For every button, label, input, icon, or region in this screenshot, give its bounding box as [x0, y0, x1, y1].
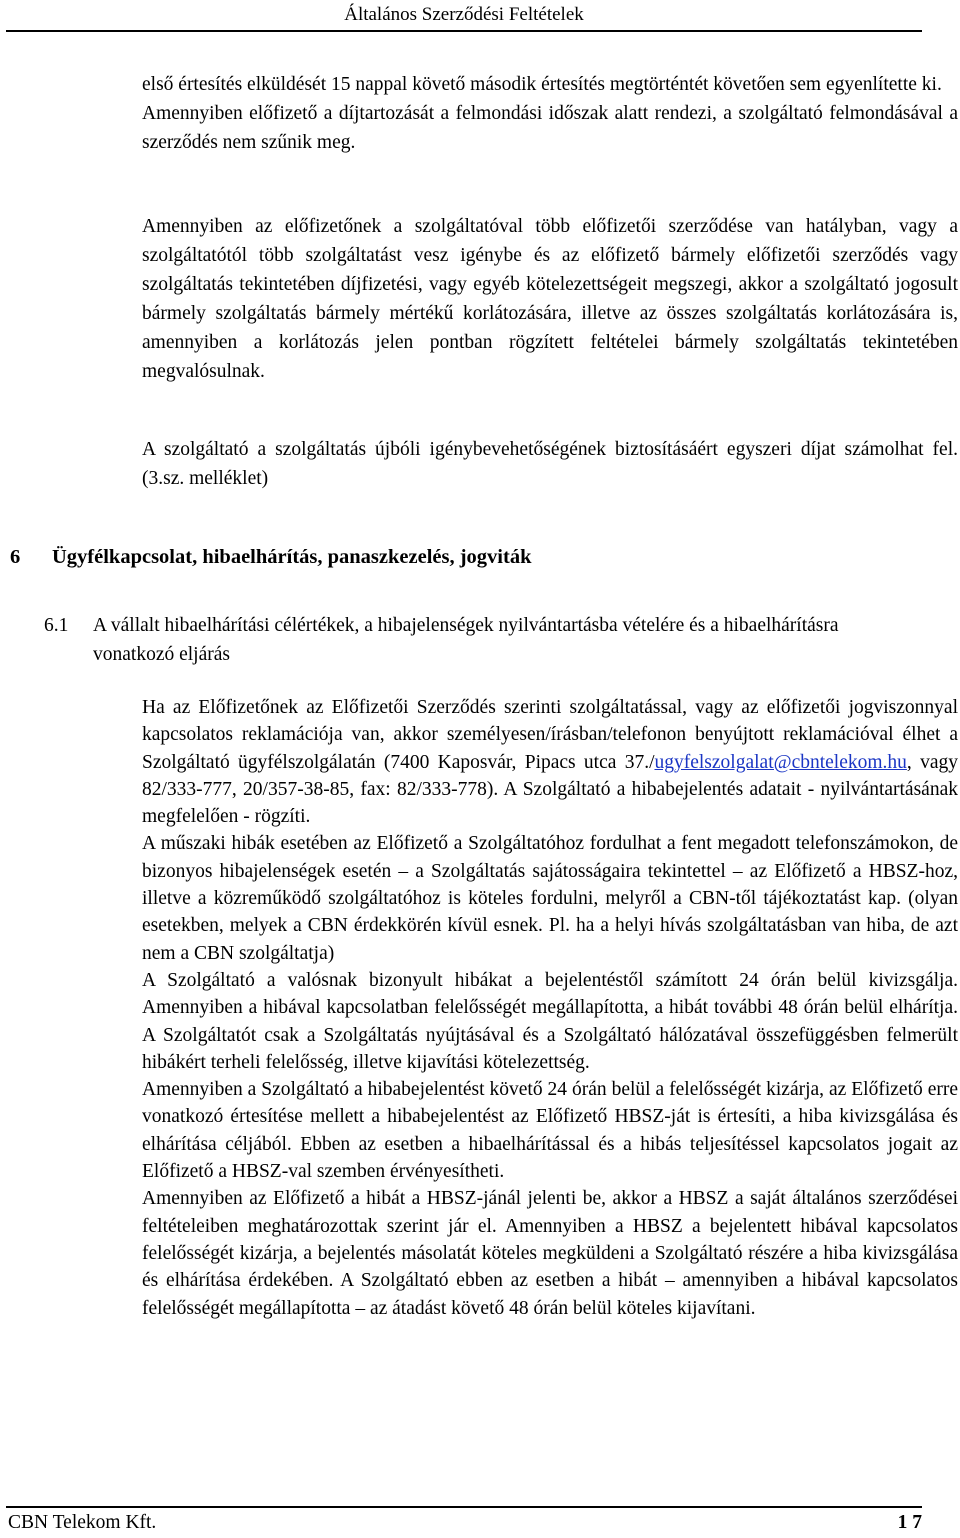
- subsection-number: 6.1: [44, 615, 69, 636]
- footer-company: CBN Telekom Kft.: [8, 1512, 157, 1533]
- paragraph-text: Ha az Előfizetőnek az Előfizetői Szerződés szerinti szolgáltatással, vagy az előfizetői jogviszonnyal kapcsolatos reklamációja van, akkor személyesen/írásban/telefonon benyújtott reklamációval élhet a Szolgáltató ügyfélszolgálatán (7400 Kaposvár, Pipacs utca 37./: [142, 697, 958, 773]
- section-heading: [10, 542, 910, 572]
- page-header: [6, 0, 922, 32]
- subsection-heading: [44, 611, 924, 669]
- section-number: 6: [10, 546, 21, 568]
- page-number: 1 7: [897, 1512, 922, 1533]
- page-footer: [6, 1506, 922, 1538]
- paragraph-text: , vagy 82/333-777, 20/357-38-85, fax: 82/333-778). A Szolgáltató a hibabejelentés adatait - nyilvántartásának megfelelően - rögzíti.: [142, 751, 958, 828]
- paragraph: A műszaki hibák esetében az Előfizető a Szolgáltatóhoz fordulhat a fent megadott telefonszámokon, de bizonyos hibajelenségek esetén – a Szolgáltatás sajátosságaira tekintettel – az Előfizető a HBSZ-hoz, illetve a közreműködő szolgáltatóhoz is köteles fordulni, melyről a CBN-től tájékoztatást kap. (olyan esetekben, melyek a CBN érdekkörén kívül esnek. Pl. ha a helyi hívás szolgáltatásban van hiba, de azt nem a CBN szolgáltatja): [142, 833, 958, 964]
- document-title: Általános Szerződési Feltételek: [344, 4, 584, 25]
- paragraph: [142, 694, 958, 830]
- paragraph: Amennyiben az Előfizető a hibát a HBSZ-jánál jelenti be, akkor a HBSZ a saját általános szerződései feltételeiben meghatározottak szerint jár el. Amennyiben a HBSZ a bejelentett hibával kapcsolatos felelősségét kizárja, a bejelentés másolatát köteles megküldeni a Szolgáltató részére a hiba kivizsgálása és elhárítása érdekében. A Szolgáltató ebben az esetben a hibát – amennyiben a hibával kapcsolatos felelősségét megállapította – az átadást követő 48 órán belül köteles kijavítani.: [142, 1188, 958, 1319]
- paragraph: Amennyiben előfizető a díjtartozását a felmondási időszak alatt rendezi, a szolgáltató felmondásával a szerződés nem szűnik meg.: [142, 103, 958, 153]
- paragraph: első értesítés elküldését 15 nappal követő második értesítés megtörténtét követően sem egyenlítette ki.: [142, 74, 942, 95]
- paragraph-block-1: [142, 70, 958, 157]
- subsection-title: A vállalt hibaelhárítási célértékek, a hibajelenségek nyilvántartásba vételére és a hibaelhárításra vonatkozó eljárás: [93, 615, 839, 665]
- subsection-body: [142, 694, 958, 1322]
- email-link[interactable]: ugyfelszolgalat@cbntelekom.hu: [654, 751, 907, 773]
- paragraph: A Szolgáltató a valósnak bizonyult hibákat a bejelentéstől számított 24 órán belül kivizsgálja. Amennyiben a hibával kapcsolatban felelősségét megállapította, a hibát további 48 órán belül elhárítja. A Szolgáltatót csak a Szolgáltatás nyújtásával és a Szolgáltató hálózatával összefüggésben felmerült hibákért terheli felelősség, illetve kijavítási kötelezettség.: [142, 969, 958, 1073]
- paragraph-block-2: Amennyiben az előfizetőnek a szolgáltatóval több előfizetői szerződése van hatályban, vagy a szolgáltatótól több szolgáltatást vesz igénybe és az előfizető bármely előfizetői szerződés vagy szolgáltatás tekintetében díjfizetési, vagy egyéb kötelezettségeit megszegi, akkor a szolgáltató jogosult bármely szolgáltatás bármely mértékű korlátozására, illetve az összes szolgáltatás korlátozására is, amennyiben a korlátozás jelen pontban rögzített feltételei bármely szolgáltatás tekintetében megvalósulnak.: [142, 216, 958, 382]
- section-title: Ügyfélkapcsolat, hibaelhárítás, panaszkezelés, jogviták: [52, 546, 532, 568]
- paragraph-block-3: A szolgáltató a szolgáltatás újbóli igénybevehetőségének biztosításáért egyszeri díjat számolhat fel. (3.sz. melléklet): [142, 439, 958, 489]
- paragraph: Amennyiben a Szolgáltató a hibabejelentést követő 24 órán belül a felelősségét kizárja, az Előfizető erre vonatkozó értesítése mellett a hibabejelentést az Előfizető HBSZ-ját is értesíti, a hiba kivizsgálása és elhárítása céljából. Ebben az esetben a hibaelhárítással és a hibás teljesítéssel kapcsolatos jogait az Előfizető a HBSZ-val szemben érvényesítheti.: [142, 1079, 958, 1183]
